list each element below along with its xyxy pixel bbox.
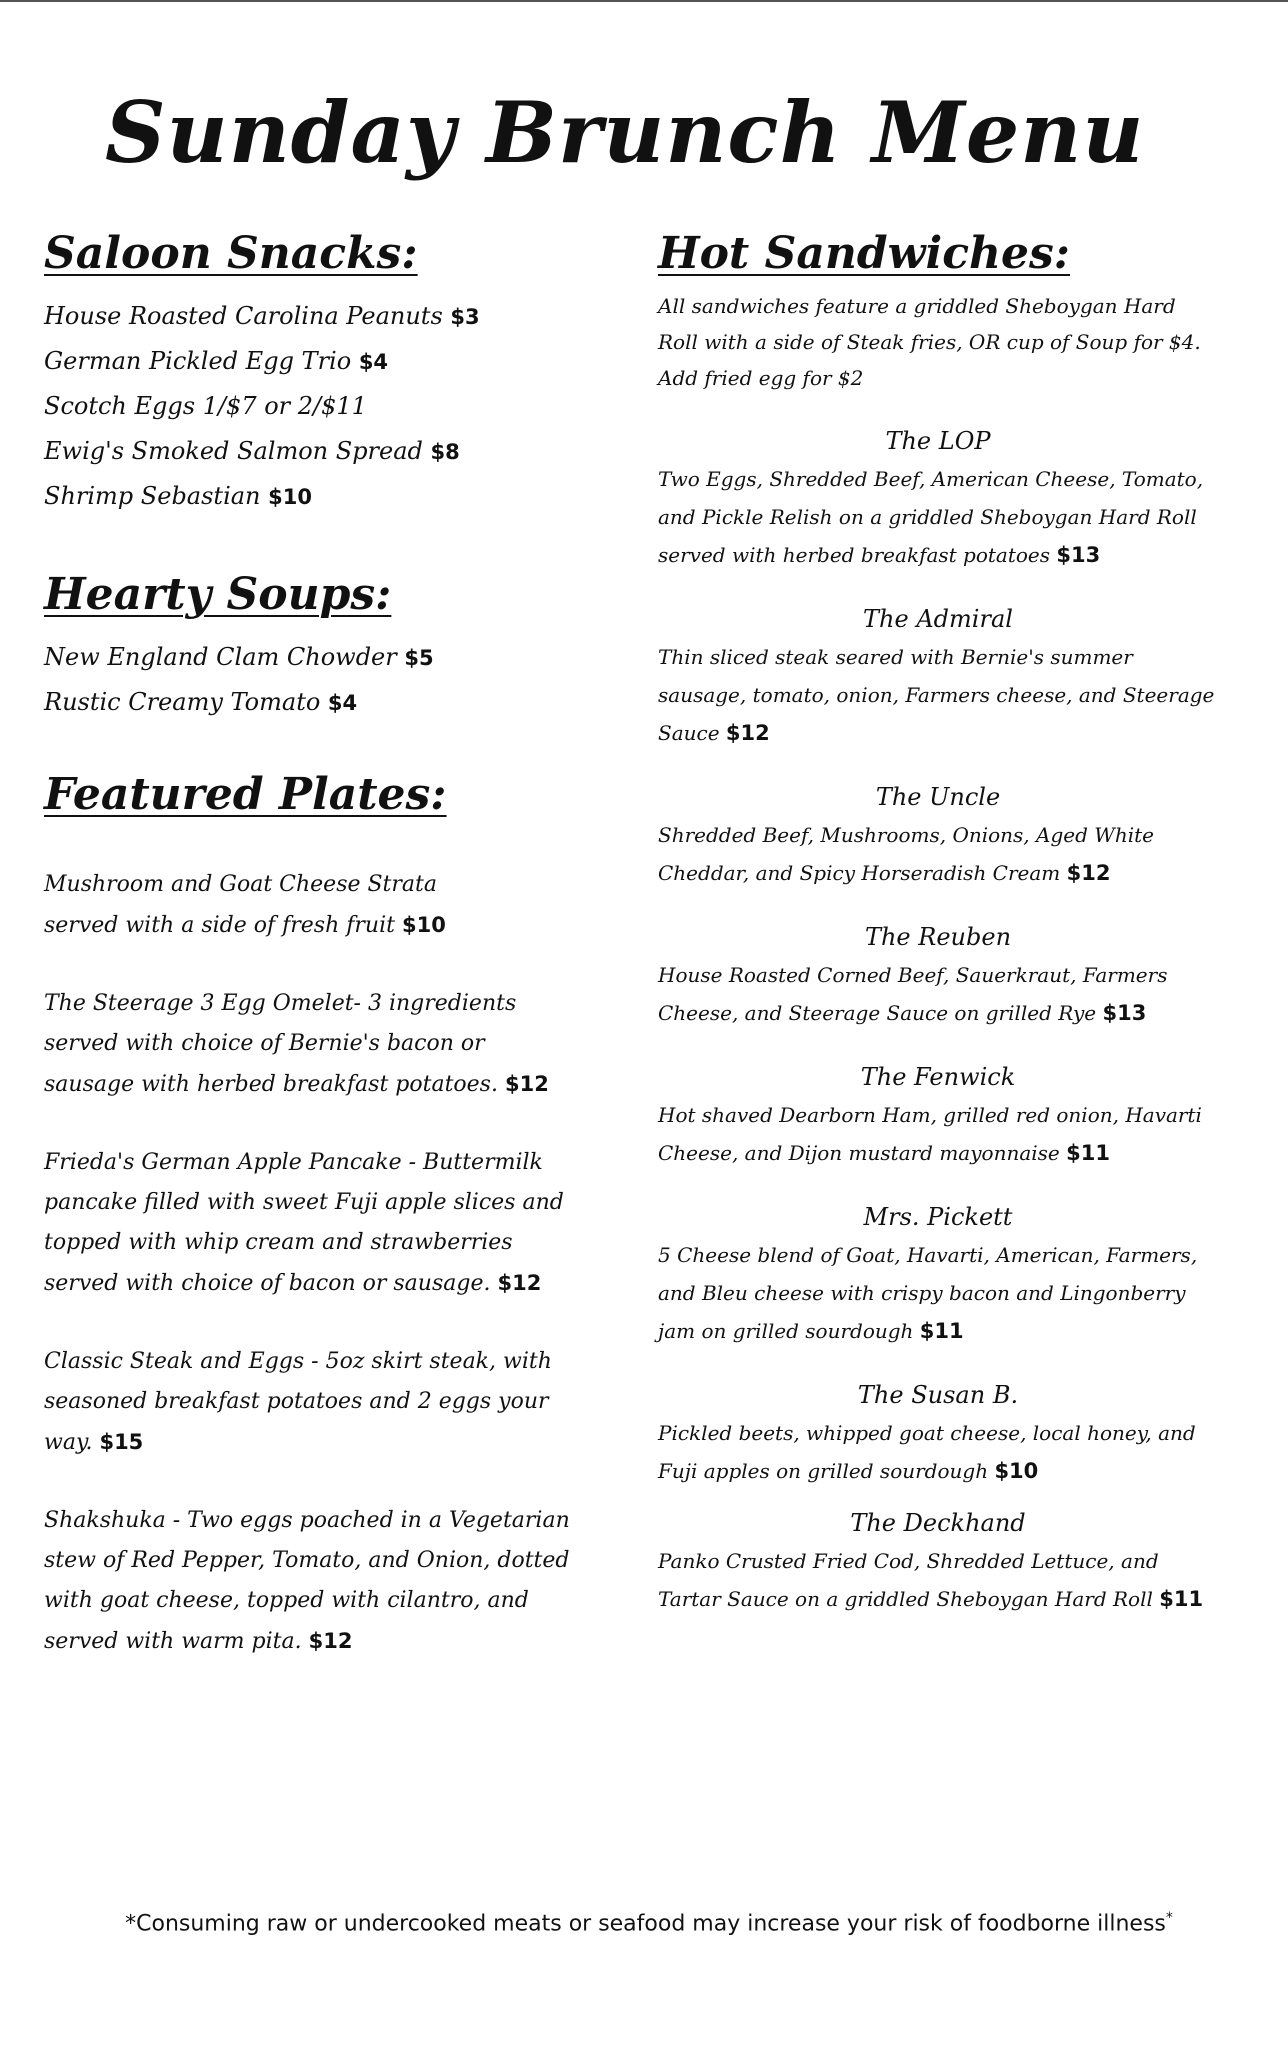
hearty-soups-heading: Hearty Soups: — [44, 569, 392, 620]
sandwich-description: House Roasted Corned Beef, Sauerkraut, Farmers Cheese, and Steerage Sauce on grilled Rye $13 — [658, 963, 1168, 1025]
sandwich-item — [658, 778, 1258, 892]
disclaimer-asterisk: * — [1165, 1910, 1173, 1926]
menu-item: Scotch Eggs 1/$7 or 2/$11 — [44, 392, 367, 420]
sandwich-description: Two Eggs, Shredded Beef, American Cheese, Tomato, and Pickle Relish on a griddled Sheboygan Hard Roll served with herbed breakfast potatoes $13 — [658, 467, 1204, 567]
menu-item: House Roasted Carolina Peanuts $3 — [44, 302, 480, 330]
sandwich-item — [658, 422, 1258, 574]
featured-plates-section — [44, 765, 644, 1662]
sandwich-description: Thin sliced steak seared with Bernie's summer sausage, tomato, onion, Farmers cheese, and Steerage Sauce $12 — [658, 645, 1215, 745]
sandwich-name: The LOP — [885, 427, 991, 455]
foodborne-illness-disclaimer: *Consuming raw or undercooked meats or seafood may increase your risk of foodborne illness* — [125, 1910, 1173, 1937]
menu-item: German Pickled Egg Trio $4 — [44, 347, 389, 375]
sandwich-item — [658, 918, 1258, 1032]
hearty-soups-section — [44, 565, 644, 725]
menu-item: Shrimp Sebastian $10 — [44, 482, 312, 510]
saloon-snacks-section — [44, 224, 644, 519]
sandwich-item — [658, 1058, 1258, 1172]
sandwich-name: The Uncle — [875, 783, 1001, 811]
saloon-snacks-heading: Saloon Snacks: — [44, 228, 418, 279]
sandwich-description: Shredded Beef, Mushrooms, Onions, Aged White Cheddar, and Spicy Horseradish Cream $12 — [658, 823, 1154, 885]
menu-item: Ewig's Smoked Salmon Spread $8 — [44, 437, 460, 465]
sandwich-item — [658, 1504, 1258, 1618]
featured-plates-heading: Featured Plates: — [44, 769, 447, 820]
sandwich-name: The Fenwick — [860, 1063, 1016, 1091]
sandwich-name: The Admiral — [863, 605, 1013, 633]
sandwich-name: The Reuben — [864, 923, 1012, 951]
plate-item: The Steerage 3 Egg Omelet- 3 ingredients served with choice of Bernie's bacon or sausage with herbed breakfast potatoes. $12 — [44, 991, 549, 1097]
sandwich-description: Panko Crusted Fried Cod, Shredded Lettuce, and Tartar Sauce on a griddled Sheboygan Hard Roll $11 — [658, 1549, 1204, 1611]
sandwich-name: The Deckhand — [850, 1509, 1026, 1537]
menu-item: Rustic Creamy Tomato $4 — [44, 688, 358, 716]
sandwich-description: Hot shaved Dearborn Ham, grilled red onion, Havarti Cheese, and Dijon mustard mayonnaise $11 — [658, 1103, 1202, 1165]
right-column — [658, 224, 1258, 1618]
sandwich-intro: All sandwiches feature a griddled Sheboygan Hard Roll with a side of Steak fries, OR cup of Soup for $4. Add fried egg for $2 — [658, 294, 1201, 390]
sandwich-name: The Susan B. — [857, 1381, 1019, 1409]
menu-title: Sunday Brunch Menu — [105, 83, 1145, 182]
sandwich-description: Pickled beets, whipped goat cheese, local honey, and Fuji apples on grilled sourdough $10 — [658, 1421, 1196, 1483]
left-column — [44, 224, 644, 1662]
menu-item: New England Clam Chowder $5 — [44, 643, 434, 671]
top-border-line — [0, 0, 1288, 2]
hot-sandwiches-heading: Hot Sandwiches: — [658, 228, 1070, 279]
sandwich-item — [658, 600, 1258, 752]
sandwich-item — [658, 1198, 1258, 1350]
sandwich-name: Mrs. Pickett — [863, 1203, 1013, 1231]
sandwich-description: 5 Cheese blend of Goat, Havarti, American, Farmers, and Bleu cheese with crispy bacon and Lingonberry jam on grilled sourdough $11 — [658, 1243, 1198, 1343]
sandwich-item — [658, 1376, 1258, 1490]
plate-item: Classic Steak and Eggs - 5oz skirt steak, with seasoned breakfast potatoes and 2 eggs your way. $15 — [44, 1349, 552, 1455]
plate-item: Mushroom and Goat Cheese Strata served with a side of fresh fruit $10 — [44, 872, 446, 938]
plate-item: Frieda's German Apple Pancake - Buttermilk pancake filled with sweet Fuji apple slices and topped with whip cream and strawberries served with choice of bacon or sausage. $12 — [44, 1150, 564, 1296]
plate-item: Shakshuka - Two eggs poached in a Vegetarian stew of Red Pepper, Tomato, and Onion, dotted with goat cheese, topped with cilantro, and served with warm pita. $12 — [44, 1508, 570, 1654]
